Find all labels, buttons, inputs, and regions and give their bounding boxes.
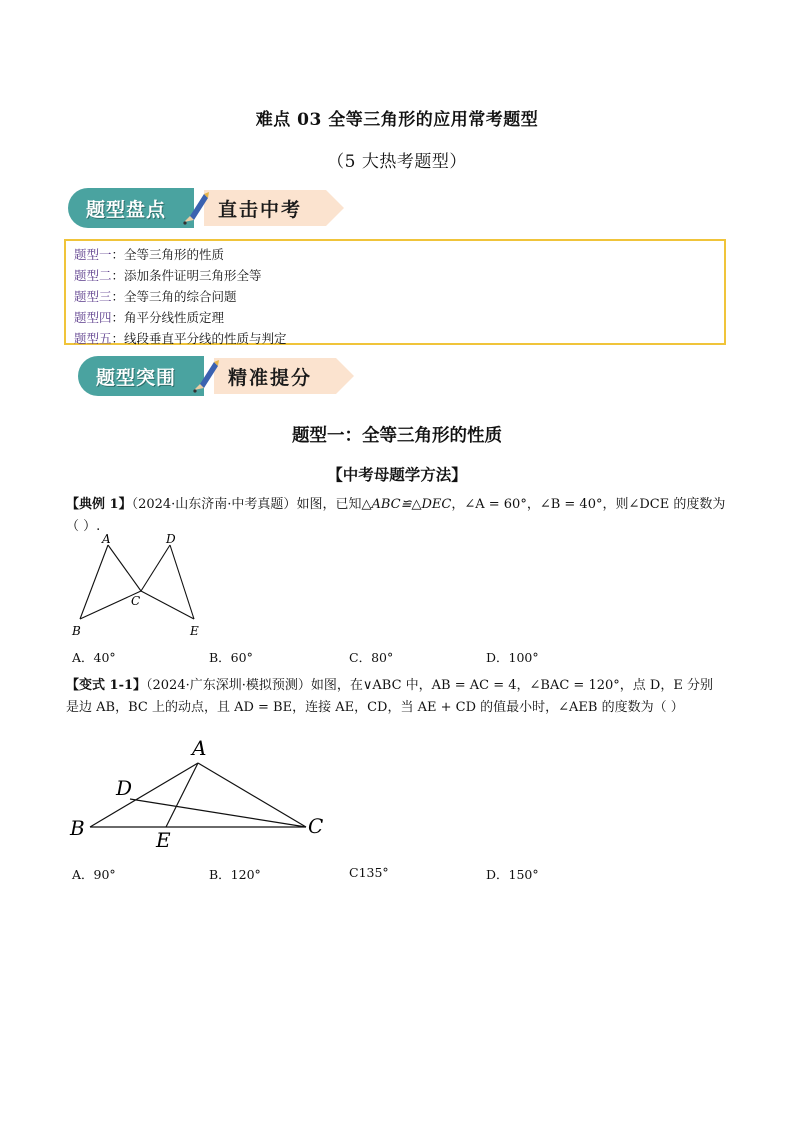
variant-tag: 【变式 1-1】: [66, 678, 147, 693]
banner-breakthrough: [78, 356, 336, 396]
label-E: E: [190, 624, 199, 638]
choice-d[interactable]: D．100°: [486, 650, 539, 665]
example-1-choices: [72, 648, 672, 666]
list-item: 题型一：全等三角形的性质: [74, 247, 225, 262]
question-type-list: [64, 239, 726, 345]
variant-source: （2024·广东深圳·模拟预测）: [146, 678, 311, 693]
banner-overview: [68, 188, 326, 228]
page-subtitle: （5 大热考题型）: [327, 152, 467, 172]
choice-a[interactable]: A．40°: [72, 650, 116, 665]
figure-isosceles-triangle: [66, 733, 336, 853]
choice-d[interactable]: D．150°: [486, 867, 539, 882]
label-B: B: [70, 816, 85, 840]
section-title: 题型一：全等三角形的性质: [292, 426, 502, 446]
label-B: B: [72, 624, 81, 638]
figure-two-triangles: [66, 533, 216, 643]
label-D: D: [116, 776, 133, 800]
example-1-stem: 【典例 1】（2024·山东济南·中考真题）如图，已知△ABC≌△DEC，∠A = 60°，∠B = 40°，则∠DCE 的度数为 （ ）.: [66, 497, 726, 534]
variant-1-1-stem: 【变式 1-1】（2024·广东深圳·模拟预测）如图，在∨ABC 中，AB = AC = 4，∠BAC = 120°，点 D，E 分别 是边 AB，BC 上的动点，且 AD = BE，连接 AE，CD，当 AE + CD 的值最小时，∠AEB 的度数为（ ）: [66, 678, 713, 715]
choice-a[interactable]: A．90°: [72, 867, 116, 882]
label-E: E: [156, 828, 171, 852]
example-tag: 【典例 1】: [66, 497, 132, 512]
banner-breakthrough-left: 题型突围: [78, 356, 204, 396]
pen-icon: [190, 356, 220, 396]
banner-overview-right: 直击中考: [204, 190, 326, 226]
choice-b[interactable]: B．120°: [209, 867, 261, 882]
list-item: 题型三：全等三角的综合问题: [74, 289, 237, 304]
example-source: （2024·山东济南·中考真题）: [131, 497, 297, 512]
label-A: A: [192, 736, 207, 760]
label-D: D: [166, 533, 176, 546]
banner-overview-left: 题型盘点: [68, 188, 194, 228]
method-heading: 【中考母题学方法】: [327, 465, 467, 484]
list-item: 题型五：线段垂直平分线的性质与判定: [74, 331, 287, 346]
list-item: 题型二：添加条件证明三角形全等: [74, 268, 262, 283]
label-C: C: [308, 814, 324, 838]
variant-1-1-choices: [72, 865, 672, 883]
choice-c[interactable]: C．80°: [349, 650, 394, 665]
list-item: 题型四：角平分线性质定理: [74, 310, 225, 325]
pen-icon: [180, 188, 210, 228]
choice-c[interactable]: C135°: [349, 865, 389, 880]
label-A: A: [102, 533, 111, 546]
choice-b[interactable]: B．60°: [209, 650, 253, 665]
label-C: C: [131, 594, 141, 608]
banner-breakthrough-right: 精准提分: [214, 358, 336, 394]
page-title: 难点 03 全等三角形的应用常考题型: [255, 110, 539, 130]
